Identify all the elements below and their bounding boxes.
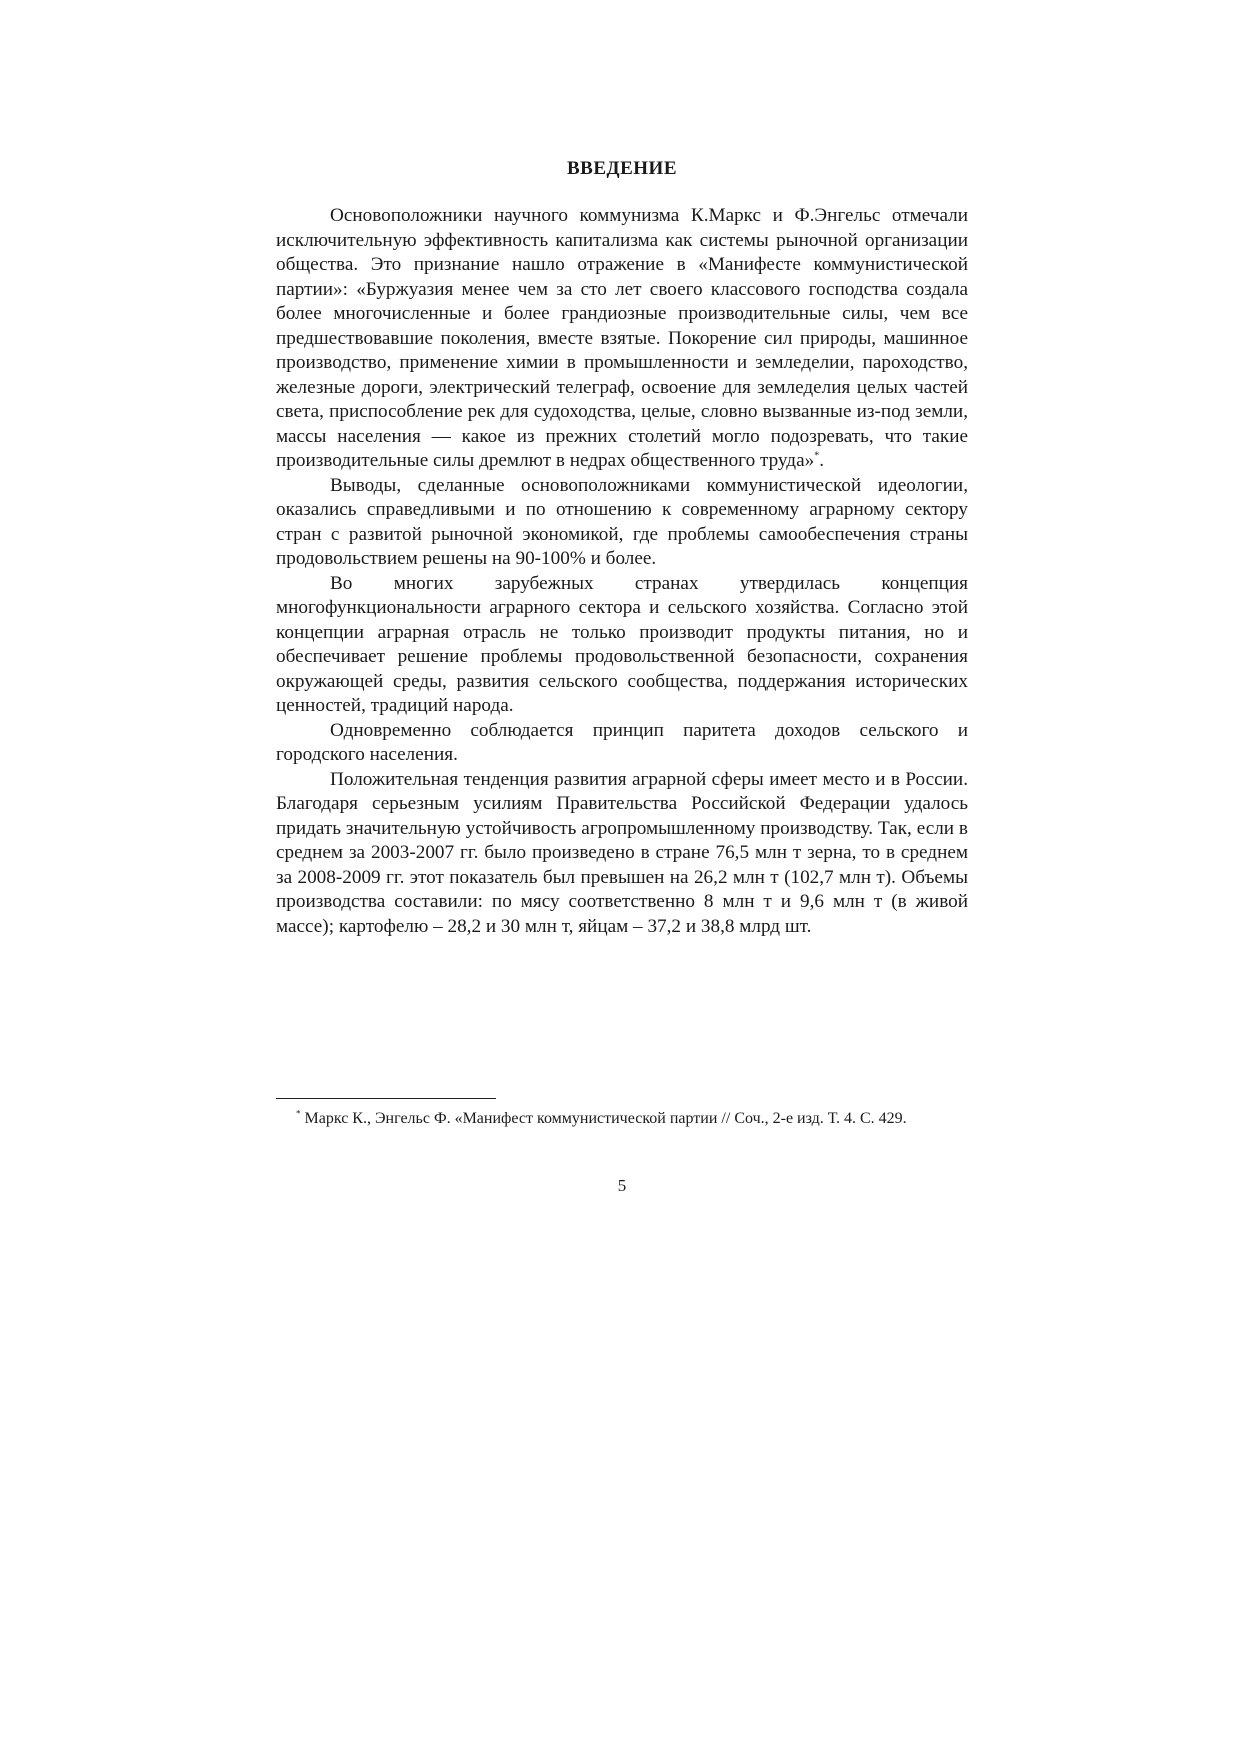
- paragraph-5: Положительная тенденция развития аграрной сферы имеет место и в России. Благодаря серьезным усилиям Правительства Российской Федерации удалось придать значительную устойчивость агропромышленному производству. Так, если в среднем за 2003-2007 гг. было произведено в стране 76,5 млн т зерна, то в среднем за 2008-2009 гг. этот показатель был превышен на 26,2 млн т (102,7 млн т). Объемы производства составили: по мясу соответственно 8 млн т и 9,6 млн т (в живой массе); картофелю – 28,2 и 30 млн т, яйцам – 37,2 и 38,8 млрд шт.: [276, 768, 968, 937]
- footnote: [276, 1108, 968, 1130]
- paragraph-1: [276, 204, 968, 474]
- paragraph-tail: .: [819, 450, 824, 471]
- footnote-mark: *: [296, 1108, 301, 1119]
- paragraph-2: Выводы, сделанные основоположниками коммунистической идеологии, оказались справедливыми и по отношению к современному аграрному сектору стран с развитой рыночной экономикой, где проблемы самообеспечения страны продовольствием решены на 90-100% и более.: [276, 474, 968, 569]
- paragraph-3: Во многих зарубежных странах утвердилась концепция многофункциональности аграрного сектора и сельского хозяйства. Согласно этой концепции аграрная отрасль не только производит продукты питания, но и обеспечивает решение проблемы продовольственной безопасности, сохранения окружающей среды, развития сельского сообщества, поддержания исторических ценностей, традиций народа.: [276, 572, 968, 716]
- footnote-divider: [276, 1098, 496, 1099]
- paragraph-text: Основоположники научного коммунизма К.Маркс и Ф.Энгельс отмечали исключительную эффективность капитализма как системы рыночной организации общества. Это признание нашло отражение в «Манифесте коммунистической партии»: «Буржуазия менее чем за сто лет своего классового господства создала более многочисленные и более грандиозные производительные силы, чем все предшествовавшие поколения, вместе взятые. Покорение сил природы, машинное производство, применение химии в промышленности и земледелии, пароходство, железные дороги, электрический телеграф, освоение для земледелия целых частей света, приспособление рек для судоходства, целые, словно вызванные из-под земли, массы населения — какое из прежних столетий могло подозревать, что такие производительные силы дремлют в недрах общественного труда»: [276, 205, 968, 471]
- page-title: ВВЕДЕНИЕ: [567, 158, 677, 179]
- page-number: 5: [617, 1176, 627, 1195]
- footnote-reference[interactable]: *: [814, 450, 820, 462]
- footnote-text: Маркс К., Энгельс Ф. «Манифест коммунистической партии // Соч., 2-е изд. Т. 4. С. 429.: [304, 1110, 907, 1127]
- paragraph-4: Одновременно соблюдается принцип паритета доходов сельского и городского населения.: [276, 719, 968, 765]
- body-text: [276, 204, 968, 939]
